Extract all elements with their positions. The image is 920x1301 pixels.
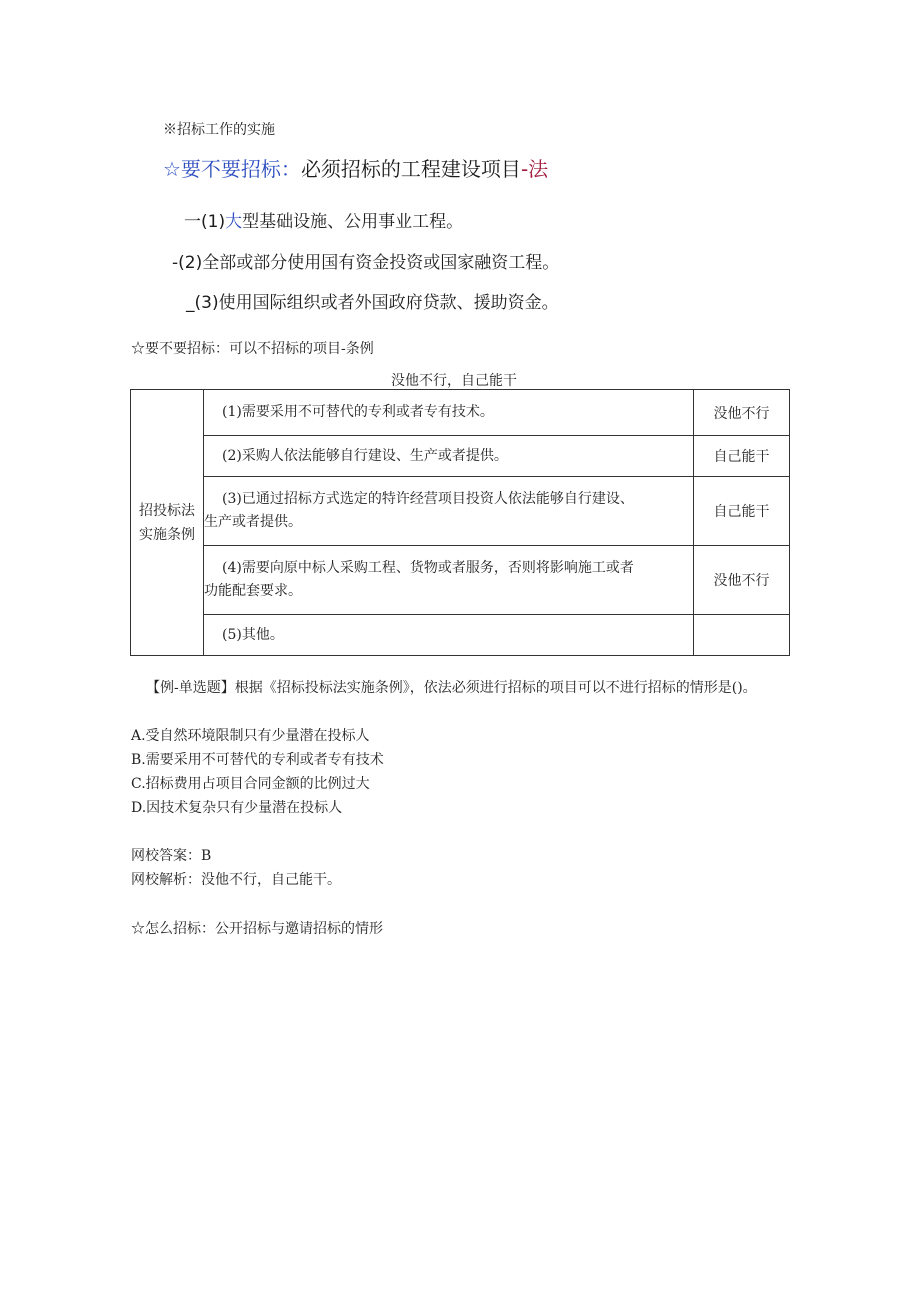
table-item-5-line1: (5)其他。 (222, 626, 284, 643)
analysis: 网校解析：没他不行，自己能干。 (131, 872, 341, 888)
answer: 网校答案：B (131, 848, 212, 864)
exempt-heading: ☆要不要招标：可以不招标的项目-条例 (131, 341, 374, 357)
how-to-bid-heading: ☆怎么招标：公开招标与邀请招标的情形 (131, 921, 383, 937)
exempt-projects-table (130, 389, 790, 656)
table-item-5 (204, 615, 694, 656)
option-b: B.需要采用不可替代的专利或者专有技术 (131, 752, 384, 768)
law-item-2: -(2)全部或部分使用国有资金投资或国家融资工程。 (172, 253, 560, 273)
table-row-label (131, 390, 204, 656)
table-item-3-line2: 生产或者提供。 (204, 514, 302, 530)
law-item-3: _(3)使用国际组织或者外国政府贷款、援助资金。 (186, 293, 559, 313)
table-note-1: 没他不行 (694, 390, 790, 436)
law-item-1-prefix: 一(1) (184, 212, 226, 232)
table-row (131, 436, 790, 477)
table-item-4-line1: (4)需要向原中标人采购工程、货物或者服务，否则将影响施工或者 (222, 560, 634, 576)
table-item-4-line2: 功能配套要求。 (204, 583, 302, 599)
must-bid-title-main: 必须招标的工程建设项目 (300, 157, 521, 181)
table-caption: 没他不行，自己能干 (391, 373, 517, 389)
option-d: D.因技术复杂只有少量潜在投标人 (131, 800, 343, 816)
question-stem (131, 676, 791, 700)
law-item-1 (184, 207, 463, 232)
table-row-label-text: 招投标法实施条例 (138, 502, 195, 543)
table-row (131, 615, 790, 656)
table-item-4 (204, 546, 694, 615)
table-note-3: 自己能干 (694, 477, 790, 546)
law-item-1-highlight: 大 (225, 212, 243, 232)
table-note-5 (694, 615, 790, 656)
option-c: C.招标费用占项目合同金额的比例过大 (131, 776, 370, 792)
must-bid-title (163, 153, 548, 182)
table-item-1-line1: (1)需要采用不可替代的专利或者专有技术。 (222, 404, 494, 420)
must-bid-title-suffix: -法 (520, 157, 549, 181)
table-item-3-line1: (3)已通过招标方式选定的特许经营项目投资人依法能够自行建设、 (222, 491, 634, 507)
law-item-1-rest: 型基础设施、公用事业工程。 (242, 212, 464, 232)
option-a: A.受自然环境限制只有少量潜在投标人 (131, 728, 370, 744)
section-heading: ※招标工作的实施 (163, 122, 275, 138)
table-item-1 (204, 390, 694, 436)
table-item-3 (204, 477, 694, 546)
table-note-4: 没他不行 (694, 546, 790, 615)
table-row (131, 390, 790, 436)
table-item-2 (204, 436, 694, 477)
table-row (131, 546, 790, 615)
must-bid-title-star: ☆要不要招标： (163, 157, 301, 181)
question-stem-text: 【例-单选题】根据《招标投标法实施条例》，依法必须进行招标的项目可以不进行招标的情形是()。 (146, 680, 757, 696)
table-note-2: 自己能干 (694, 436, 790, 477)
table-item-2-line1: (2)采购人依法能够自行建设、生产或者提供。 (222, 447, 508, 464)
table-row (131, 477, 790, 546)
